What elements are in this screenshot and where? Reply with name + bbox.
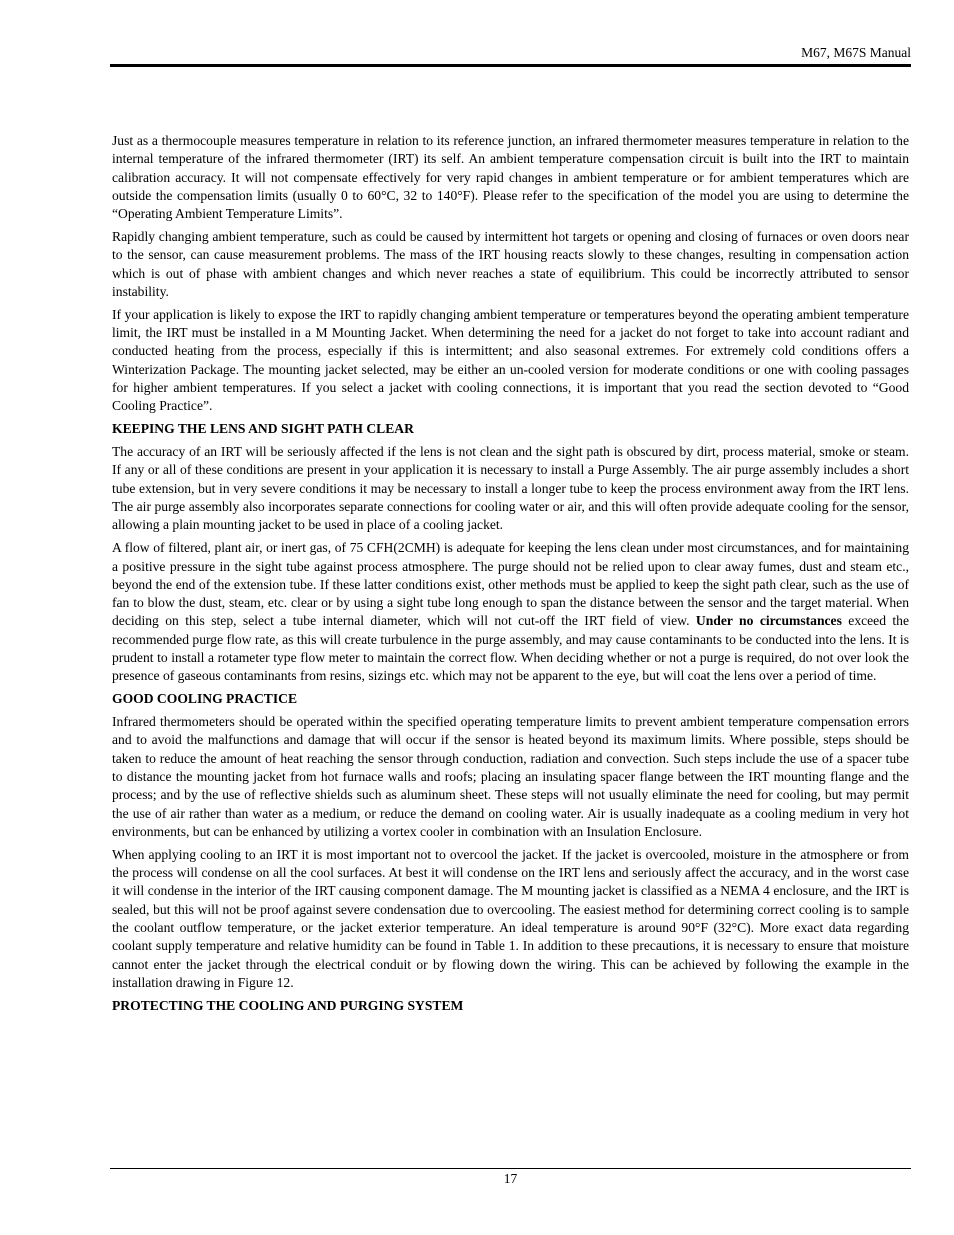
heading-good-cooling-practice: GOOD COOLING PRACTICE xyxy=(112,691,298,707)
paragraph-purge-assembly: The accuracy of an IRT will be seriously affected if the lens is not clean and the sight path is obscured by dirt, process material, smoke or steam. If any or all of these conditions are present in your application it is necessary to install a Purge Assembly. The air purge assembly includes a short tube extension, but in very severe conditions it may be necessary to install a longer tube to keep the process environment away from the IRT lens. The air purge assembly also incorporates separate connections for cooling water or air, and this will often provide adequate cooling for the sensor, allowing a plain mounting jacket to be used in place of a cooling jacket. xyxy=(112,444,909,533)
purge-flow-text-a: A flow of filtered, plant air, or inert gas, of 75 CFH(2CMH) is adequate for keeping the lens clean under most circumstances, and for maintaining a positive pressure in the sight tube against process atmosphere. The purge should not be relied upon to clear away fumes, dust and steam etc., beyond the end of the extension tube. If these latter conditions exist, other methods must be applied to keep the sight path clear, such as the use of fan to blow the dust, steam, etc. clear or by using a sight tube long enough to span the distance between the sensor and the target material. When deciding on this step, select a tube internal diameter, which will not cut-off the IRT field of view. xyxy=(112,540,909,629)
header-rule xyxy=(110,64,911,67)
heading-keeping-lens-clear: KEEPING THE LENS AND SIGHT PATH CLEAR xyxy=(112,421,414,437)
paragraph-ambient-compensation: Just as a thermocouple measures temperature in relation to its reference junction, an infrared thermometer measures temperature in relation to the internal temperature of the infrared thermometer (IRT) its self. An ambient temperature compensation circuit is built into the IRT to maintain calibration accuracy. It will not compensate effectively for very rapid changes in ambient temperature or for ambient temperatures which are outside the compensation limits (usually 0 to 60°C, 32 to 140°F). Please refer to the specification of the model you are using to determine the “Operating Ambient Temperature Limits”. xyxy=(112,133,909,222)
paragraph-overcooling: When applying cooling to an IRT it is most important not to overcool the jacket. If the jacket is overcooled, moisture in the atmosphere or from the process will condense on all the cool surfaces. At best it will condense on the IRT lens and seriously affect the accuracy, and in the worst case it will condense in the interior of the IRT causing component damage. The M mounting jacket is classified as a NEMA 4 enclosure, and the IRT is sealed, but this will not be proof against severe condensation due to overcooling. The easiest method for determining correct cooling is to sample the coolant outflow temperature, or the jacket exterior temperature. An ideal temperature is around 90°F (32°C). More exact data regarding coolant supply temperature and relative humidity can be found in Table 1. In addition to these precautions, it is necessary to ensure that moisture cannot enter the jacket through the electrical conduit or by flowing down the wiring. This can be achieved by following the example in the installation drawing in Figure 12. xyxy=(112,846,909,990)
paragraph-purge-flow xyxy=(112,539,909,685)
paragraph-rapid-ambient-changes: Rapidly changing ambient temperature, such as could be caused by intermittent hot targets or opening and closing of furnaces or oven doors near to the sensor, can cause measurement problems. The mass of the IRT housing reacts slowly to these changes, resulting in compensation action which is out of phase with ambient changes and which never reaches a state of equilibrium. This could be incorrectly attributed to sensor instability. xyxy=(112,229,909,299)
footer-rule xyxy=(110,1168,911,1169)
purge-flow-text-b: exceed the recommended purge flow rate, as this will create turbulence in the purge assembly, and may cause contaminants to be conducted into the lens. It is prudent to install a rotameter type flow meter to maintain the correct flow. When deciding whether or not a purge is required, do not over look the presence of gaseous contaminants from resins, sizings etc. which may not be apparent to the eye, but will coat the lens over a period of time. xyxy=(112,613,910,684)
page-number: 17 xyxy=(503,1171,518,1186)
heading-protecting-cooling-system: PROTECTING THE COOLING AND PURGING SYSTEM xyxy=(112,997,464,1013)
running-header: M67, M67S Manual xyxy=(801,45,911,60)
paragraph-cooling-limits: Infrared thermometers should be operated within the specified operating temperature limits to prevent ambient temperature compensation errors and to avoid the malfunctions and damage that will occur if the sensor is heated beyond its maximum limits. Where possible, steps should be taken to reduce the amount of heat reaching the sensor through conduction, radiation and convection. Such steps include the use of a spacer tube to distance the mounting jacket from hot furnace walls and roofs; placing an insulating spacer flange between the IRT mounting flange and the process; and by the use of reflective shields such as aluminum sheet. These steps will not usually eliminate the need for cooling, but may permit the use of air rather than water as a medium, or reduce the demand on cooling water. Air is usually inadequate as a cooling medium in very hot environments, but can be enhanced by utilizing a vortex cooler in combination with an Insulation Enclosure. xyxy=(112,714,909,839)
paragraph-mounting-jacket: If your application is likely to expose the IRT to rapidly changing ambient temperature or temperatures beyond the operating ambient temperature limit, the IRT must be installed in a M Mounting Jacket. When determining the need for a jacket do not forget to take into account radiant and conducted heating from the process, especially if this is intermittent; and also seasonal extremes. For extremely cold conditions offers a Winterization Package. The mounting jacket selected, may be either an un-cooled version for moderate conditions or one with cooling passages for higher ambient temperatures. If you select a jacket with cooling connections, it is important that you read the section devoted to “Good Cooling Practice”. xyxy=(112,306,909,414)
purge-flow-emphasis: Under no circumstances xyxy=(695,613,842,629)
page-body xyxy=(112,132,909,1020)
